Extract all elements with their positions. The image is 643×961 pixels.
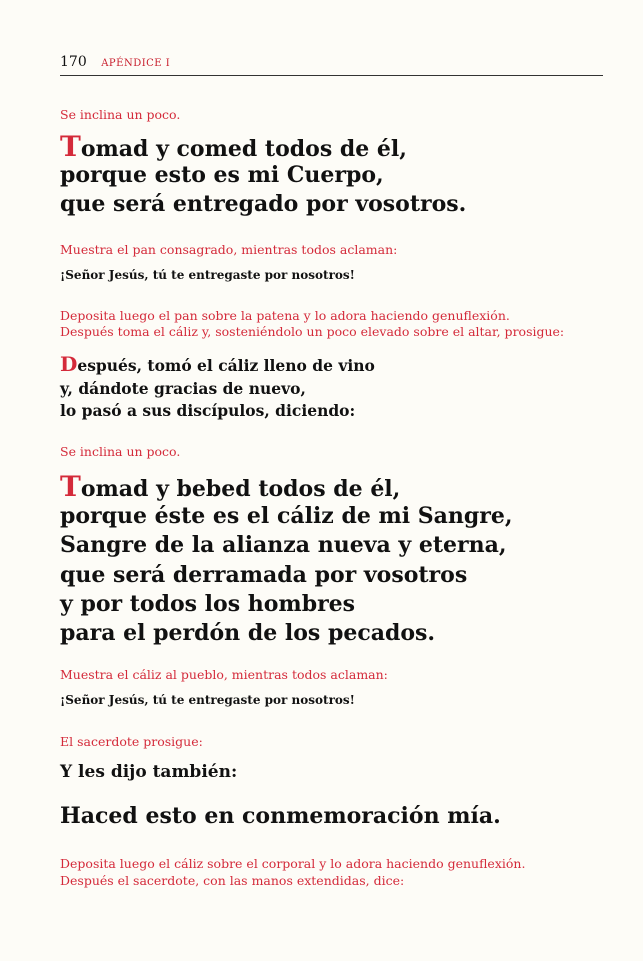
drop-cap: T [60, 470, 81, 503]
consecration-wine-line-3: Sangre de la alianza nueva y eterna, [60, 532, 507, 558]
consecration-bread-line-1: Tomad y comed todos de él, [60, 130, 407, 163]
do-this-in-memory-line: Haced esto en conmemoración mía. [60, 803, 501, 829]
rubric-show-chalice: Muestra el cáliz al pueblo, mientras todos aclaman: [60, 667, 388, 682]
chalice-intro-line-2: y, dándote gracias de nuevo, [60, 379, 306, 398]
consecration-wine-line-2: porque éste es el cáliz de mi Sangre, [60, 503, 513, 529]
consecration-bread-line-3: que será entregado por vosotros. [60, 191, 467, 217]
page-number: 170 [60, 54, 87, 70]
chalice-intro-line-1: Después, tomó el cáliz lleno de vino [60, 352, 375, 376]
rubric-deposit-bread-line-2: Después toma el cáliz y, sosteniéndolo un poco elevado sobre el altar, prosigue: [60, 324, 565, 339]
rubric-priest-continues: El sacerdote prosigue: [60, 734, 203, 749]
consecration-wine-line-6: para el perdón de los pecados. [60, 620, 436, 646]
rubric-bow-1: Se inclina un poco. [60, 107, 181, 122]
rubric-deposit-bread-line-1: Deposita luego el pan sobre la patena y lo adora haciendo genuflexión. [60, 308, 510, 323]
running-header [60, 54, 603, 76]
rubric-show-bread: Muestra el pan consagrado, mientras todos aclaman: [60, 242, 398, 257]
drop-cap: D [60, 352, 78, 376]
consecration-wine-line-5: y por todos los hombres [60, 591, 356, 617]
rubric-bow-2: Se inclina un poco. [60, 444, 181, 459]
and-he-said-line: Y les dijo también: [60, 762, 238, 782]
section-title: APÉNDICE I [101, 58, 171, 69]
consecration-bread-line-2: porque esto es mi Cuerpo, [60, 162, 384, 188]
consecration-wine-line-4: que será derramada por vosotros [60, 562, 468, 588]
rubric-deposit-chalice-line-2: Después el sacerdote, con las manos extendidas, dice: [60, 873, 405, 888]
rubric-deposit-chalice-line-1: Deposita luego el cáliz sobre el corporal y lo adora haciendo genuflexión. [60, 856, 526, 871]
acclamation-1: ¡Señor Jesús, tú te entregaste por nosotros! [60, 268, 355, 282]
acclamation-2: ¡Señor Jesús, tú te entregaste por nosotros! [60, 693, 355, 707]
chalice-intro-line-3: lo pasó a sus discípulos, diciendo: [60, 401, 356, 420]
consecration-wine-line-1: Tomad y bebed todos de él, [60, 470, 401, 503]
drop-cap: T [60, 130, 81, 163]
